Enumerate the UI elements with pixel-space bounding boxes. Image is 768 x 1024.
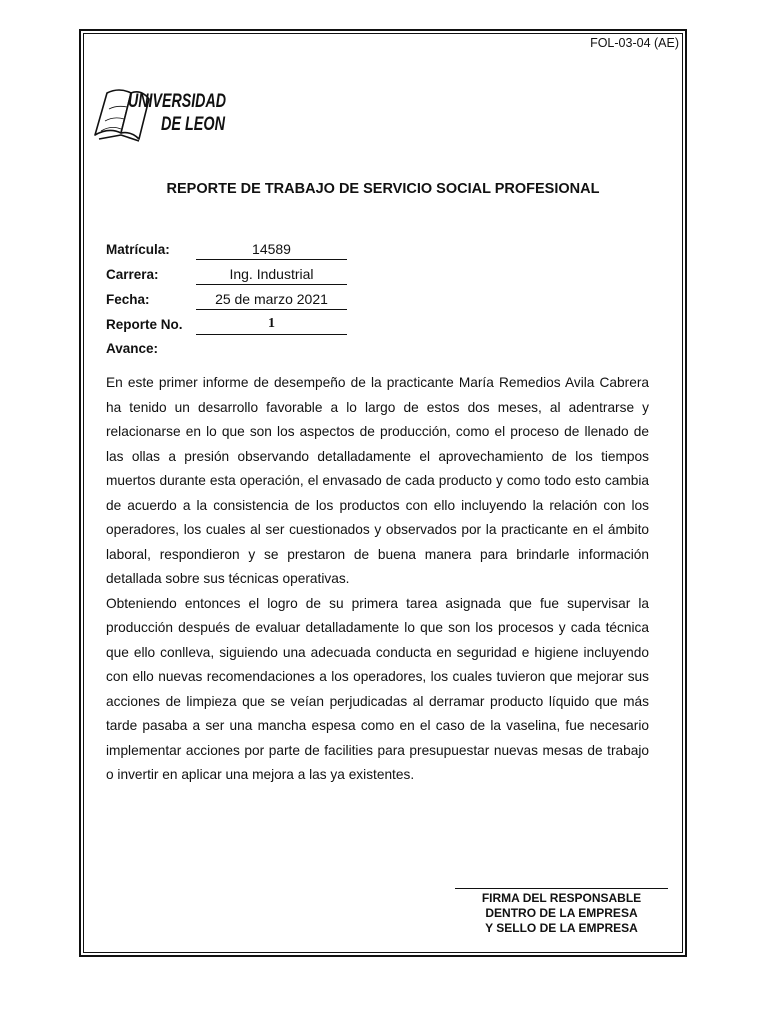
signature-line-3: Y SELLO DE LA EMPRESA — [485, 921, 638, 935]
reporte-value: 1 — [196, 314, 347, 335]
signature-line-2: DENTRO DE LA EMPRESA — [485, 906, 638, 920]
signature-line — [455, 888, 668, 889]
matricula-label: Matrícula: — [106, 242, 170, 257]
fecha-value: 25 de marzo 2021 — [196, 289, 347, 310]
avance-label: Avance: — [106, 341, 159, 356]
carrera-label: Carrera: — [106, 267, 159, 282]
document-code: FOL-03-04 (AE) — [590, 36, 679, 50]
body-paragraph-1: En este primer informe de desempeño de la practicante María Remedios Avila Cabrera ha tenido un desarrollo favorable a lo largo de estos dos meses, al adentrarse y relacionarse en lo que son los aspectos de producción, como el proceso de llenado de las ollas a presión observando detalladamente el aprovechamiento de los tiempos muertos durante esta operación, el envasado de cada producto y como todo esto cambia de acuerdo a la consistencia de los productos con ello incluyendo la relación con los operadores, los cuales al ser cuestionados y observados por la practicante en el ámbito laboral, respondieron y se prestaron de buena manera para brindarle información detallada sobre sus técnicas operativas. — [106, 375, 649, 586]
logo-text-line1: UNIVERSIDAD — [128, 91, 227, 112]
signature-line-1: FIRMA DEL RESPONSABLE — [481, 891, 642, 905]
matricula-value: 14589 — [196, 239, 347, 260]
carrera-value: Ing. Industrial — [196, 264, 347, 285]
report-body — [106, 371, 649, 788]
body-paragraph-2: Obteniendo entonces el logro de su primera tarea asignada que fue supervisar la producción después de evaluar detalladamente lo que son los procesos y cada técnica que ello conlleva, siguiendo una adecuada conducta en seguridad e higiene incluyendo con ello nuevas recomendaciones a los operadores, los cuales tuvieron que mejorar sus acciones de limpieza que se veían perjudicadas al derramar producto líquido que más tarde pasaba a ser una mancha espesa como en el caso de la vaselina, fue necesario implementar acciones por parte de facilities para presupuestar nuevas mesas de trabajo o invertir en aplicar una mejora a las ya existentes. — [106, 595, 649, 782]
fecha-label: Fecha: — [106, 292, 150, 307]
signature-block — [455, 891, 668, 936]
reporte-label: Reporte No. — [106, 317, 183, 332]
report-title: REPORTE DE TRABAJO DE SERVICIO SOCIAL PROFESIONAL — [166, 181, 600, 197]
logo-text-line2: DE LEON — [161, 114, 226, 135]
university-logo — [91, 85, 231, 145]
